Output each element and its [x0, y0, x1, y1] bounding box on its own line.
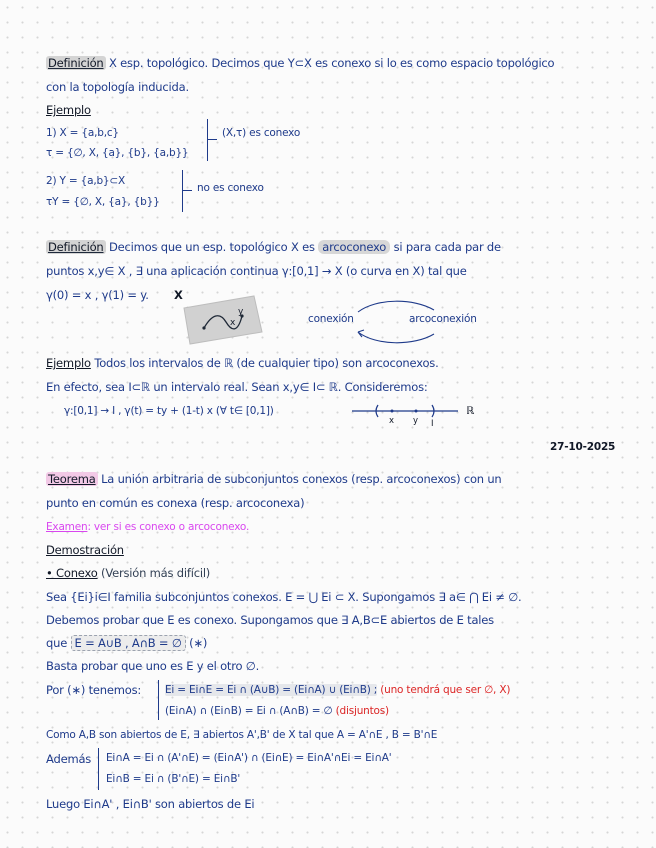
example-2-topology: τY = {∅, X, {a}, {b}} — [46, 196, 160, 208]
exam-note — [46, 520, 249, 535]
axis-reals-label: ℝ — [466, 405, 475, 417]
proof-line-7: Como A,B son abiertos de E, ∃ abiertos A',B' de X tal que A = A'∩E , B = B'∩E — [46, 729, 438, 741]
brace-1-tick — [207, 139, 217, 140]
implication-arrows — [340, 296, 450, 346]
proof-line-8b: Ei∩B = Ei ∩ (B'∩E) = Ei∩B' — [106, 773, 241, 785]
conexion-label: conexión — [308, 313, 354, 325]
proof-case-term: • Conexo — [46, 566, 98, 580]
proof-ref: (∗) — [189, 636, 208, 650]
example-2-block — [46, 356, 439, 371]
proof-line-9: Luego Ei∩A' , Ei∩B' son abiertos de Ei — [46, 797, 255, 811]
example-text: Todos los intervalos de ℝ (de cualquier tipo) son arcoconexos. — [94, 356, 439, 370]
date: 27-10-2025 — [550, 441, 616, 453]
proof-line-5 — [165, 683, 510, 698]
arcoconexion-label: arcoconexión — [409, 313, 477, 325]
example-1-result: (X,τ) es conexo — [222, 127, 301, 139]
example-heading: Ejemplo — [46, 103, 91, 117]
example-1-set: 1) X = {a,b,c} — [46, 127, 119, 139]
proof-line-8a: Ei∩A = Ei ∩ (A'∩E) = (Ei∩A') ∩ (Ei∩E) = Ei∩A'∩Ei = Ei∩A' — [106, 752, 392, 764]
proof-line-5-intro: Por (∗) tenemos: — [46, 683, 142, 697]
proof-case-note: (Versión más difícil) — [101, 566, 211, 580]
definition-text: si para cada par de — [393, 240, 501, 254]
arrow-bottom — [358, 332, 434, 343]
proof-line-3 — [46, 636, 207, 651]
arrow-top — [358, 301, 434, 312]
definition-2-cont: puntos x,y∈ X , ∃ una aplicación continua γ:[0,1] → X (o curva en X) tal que — [46, 264, 467, 278]
proof-line-1: Sea {Ei}i∈I familia subconjuntos conexos. E = ⋃ Ei ⊂ X. Supongamos ∃ a∈ ⋂ Ei ≠ ∅. — [46, 590, 522, 604]
figure-space-label: X — [174, 288, 183, 302]
space-region — [184, 296, 262, 344]
definition-term: Definición — [48, 240, 104, 254]
point-y — [415, 410, 418, 413]
proof-note-red: (uno tendrá que ser ∅, X) — [380, 684, 511, 696]
theorem — [46, 472, 502, 487]
definition-2-cont2: γ(0) = x , γ(1) = y. — [46, 288, 149, 302]
axis-x-label: x — [389, 416, 394, 426]
definition-text: X esp. topológico. Decimos que Y⊂X es conexo si lo es como espacio topológico — [108, 56, 555, 70]
curve-figure — [176, 292, 268, 348]
proof-text: que — [46, 636, 68, 650]
definition-1-cont: con la topología inducida. — [46, 80, 189, 94]
brace-2-tick — [182, 190, 192, 191]
curve-end-label: y — [238, 307, 244, 317]
exam-text: : ver si es conexo o arcoconexo. — [87, 521, 250, 533]
proof-equation: (Ei∩A) ∩ (Ei∩B) = Ei ∩ (A∩B) = ∅ — [165, 705, 333, 717]
example-2-result: no es conexo — [197, 182, 264, 194]
axis-y-label: y — [413, 416, 418, 426]
proof-note-red: (disjuntos) — [335, 705, 389, 717]
proof-line-6 — [165, 704, 389, 719]
point-x — [391, 410, 394, 413]
definition-term: Definición — [48, 56, 104, 70]
definition-1 — [46, 56, 554, 71]
theorem-text: La unión arbitraria de subconjuntos conexos (resp. arcoconexos) con un — [101, 472, 502, 486]
number-line — [350, 402, 468, 424]
proof-bracket-2 — [98, 748, 99, 790]
proof-line-8-intro: Además — [46, 752, 92, 766]
curve-start-label: x — [230, 318, 236, 328]
proof-heading: Demostración — [46, 543, 124, 557]
start-point — [202, 326, 205, 329]
proof-hypothesis-box: E = A∪B , A∩B = ∅ — [71, 635, 186, 651]
proof-line-4: Basta probar que uno es E y el otro ∅. — [46, 659, 260, 673]
example-heading: Ejemplo — [46, 356, 91, 370]
proof-bracket — [158, 680, 159, 720]
definition-2 — [46, 240, 501, 255]
example-2-line2: En efecto, sea I⊂ℝ un intervalo real. Sean x,y∈ I⊂ ℝ. Consideremos: — [46, 380, 428, 394]
example-2-set: 2) Y = {a,b}⊂X — [46, 175, 125, 187]
exam-term: Examen — [46, 521, 88, 533]
proof-line-2: Debemos probar que E es conexo. Supongamos que ∃ A,B⊂E abiertos de E tales — [46, 613, 494, 627]
example-1-topology: τ = {∅, X, {a}, {b}, {a,b}} — [46, 147, 189, 159]
arcoconexo-term: arcoconexo — [318, 240, 390, 254]
theorem-cont: punto en común es conexa (resp. arcoconexa) — [46, 496, 305, 510]
proof-equation: Ei = Ei∩E = Ei ∩ (A∪B) = (Ei∩A) ∪ (Ei∩B) ; — [165, 684, 378, 696]
definition-text: Decimos que un esp. topológico X es — [108, 240, 315, 254]
theorem-term: Teorema — [48, 472, 96, 486]
example-2-line3: γ:[0,1] → I , γ(t) = ty + (1-t) x (∀ t∈ [0,1]) — [64, 405, 274, 417]
axis-interval-label: I — [431, 419, 434, 429]
proof-case — [46, 566, 210, 581]
